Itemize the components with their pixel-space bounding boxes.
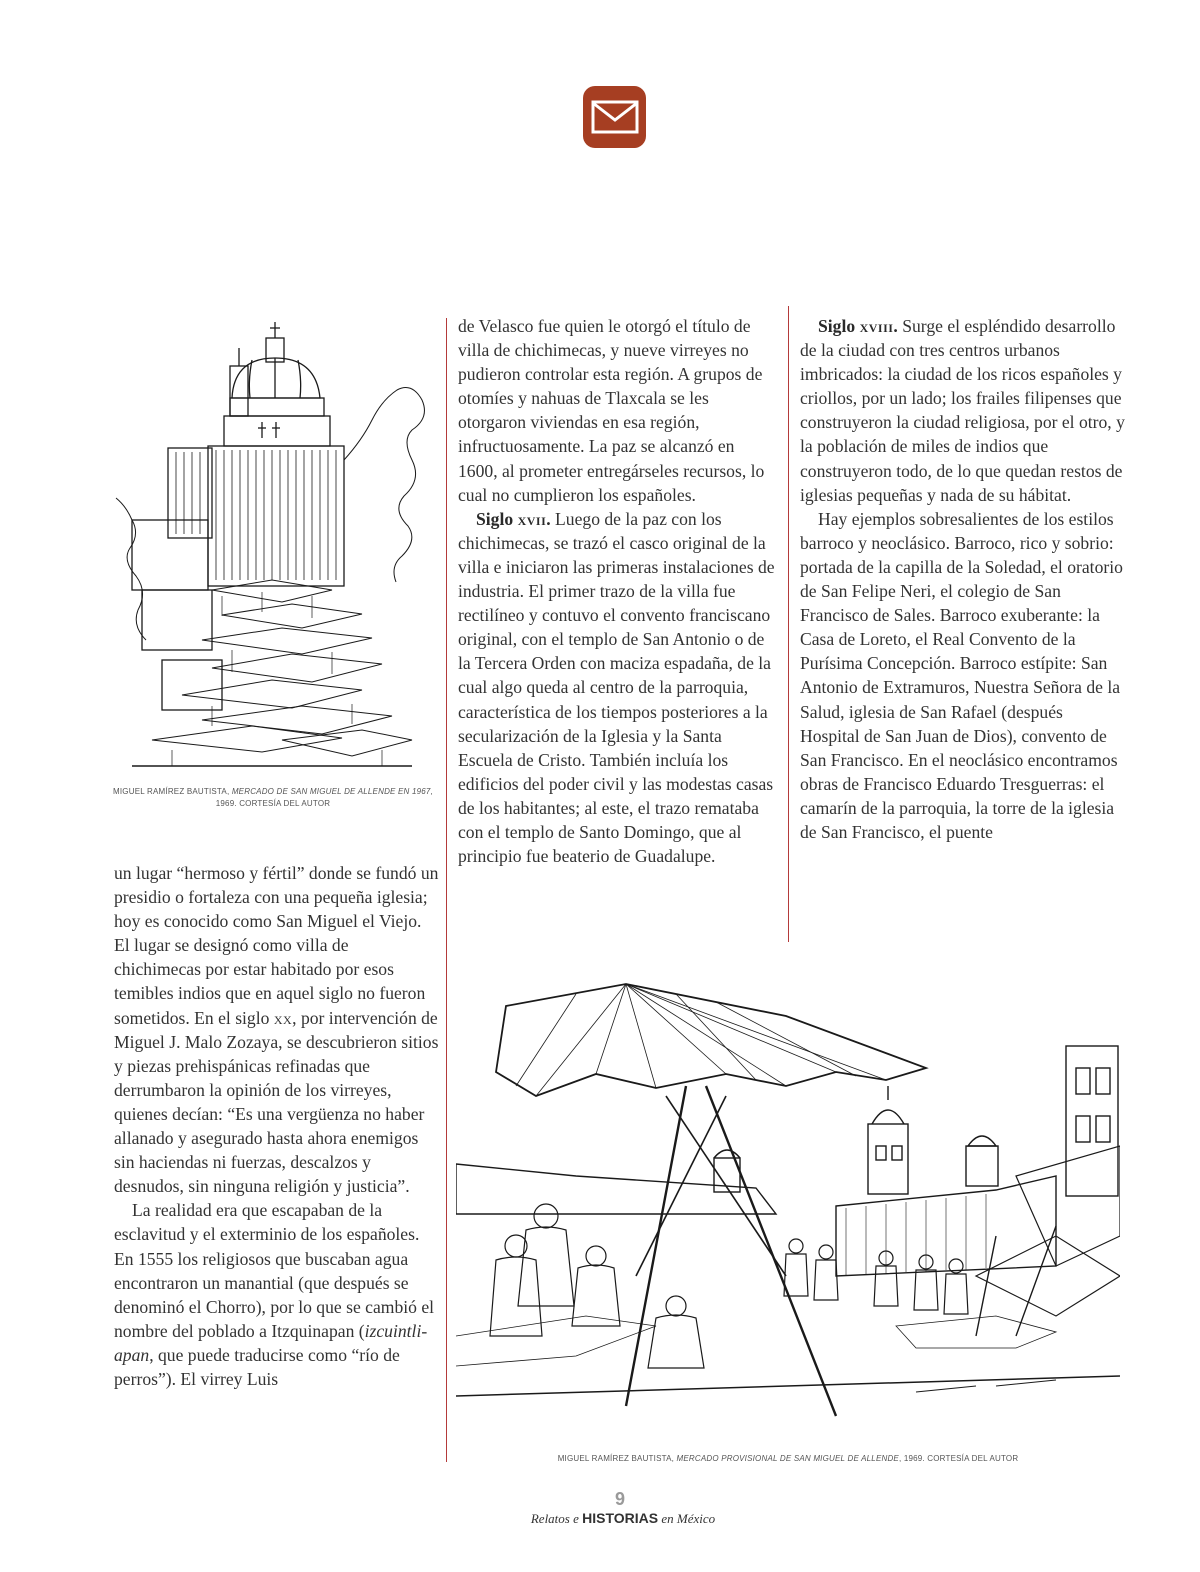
text-run: HISTORIAS — [582, 1510, 659, 1526]
text-column-2 — [458, 314, 778, 868]
paragraph — [800, 314, 1125, 507]
page-number: 9 — [614, 1489, 625, 1509]
text-column-3 — [800, 314, 1125, 844]
paragraph — [114, 861, 439, 1198]
text-run: xx — [273, 1007, 293, 1028]
provisional-market-illustration — [456, 976, 1120, 1426]
column-rule — [446, 318, 447, 1462]
email-button[interactable] — [583, 86, 646, 148]
text-run: , que puede traducirse como “río de perros”). El virrey Luis — [114, 1344, 400, 1389]
text-run: en México — [658, 1511, 716, 1526]
figure1-caption — [112, 786, 434, 810]
paragraph: de Velasco fue quien le otorgó el título de villa de chichimecas, y nueve virreyes no pudieron controlar esta región. A grupos de otomíes y nahuas de Tlaxcala se les otorgaron viviendas en esa región, infructuosamente. La paz se alcanzó en 1600, al prometer entregárseles recursos, lo cual no cumplieron los españoles. — [458, 316, 765, 505]
text-run: , por intervención de Miguel J. Malo Zozaya, se descubrieron sitios y piezas prehispánicas refinadas que derrumbaron la opinión de los virreyes, quienes decían: “Es una vergüenza no haber allanado y asegurado hasta ahora enemigos sin haciendas ni fuerzas, descalzos y desnudos, sin ninguna religión y justicia”. — [114, 1007, 439, 1197]
text-run: . — [546, 508, 551, 529]
text-run: Relatos e — [530, 1511, 583, 1526]
text-run: Surge el espléndido desarrollo de la ciudad con tres centros urbanos imbricados: la ciudad de los ricos españoles y criollos, por un lado; los frailes filipenses que construyeron la ciudad religiosa, por el otro, y la población de miles de indios que construyeron todo, de lo que quedan restos de iglesias pequeñas y nada de su hábitat. — [800, 316, 1125, 505]
caption-title: MERCADO PROVISIONAL DE SAN MIGUEL DE ALLENDE — [676, 1454, 899, 1463]
paragraph — [458, 507, 778, 868]
figure2-caption — [456, 1453, 1120, 1465]
caption-rest: , 1969. CORTESÍA DEL AUTOR — [215, 787, 433, 808]
envelope-icon — [591, 100, 639, 134]
text-run: Siglo — [818, 316, 860, 336]
caption-title: MERCADO DE SAN MIGUEL DE ALLENDE EN 1967 — [231, 787, 431, 796]
text-column-1 — [114, 861, 439, 1391]
text-run: izcuintli-apan — [114, 1320, 428, 1365]
section-heading — [818, 316, 898, 336]
section-heading — [476, 509, 551, 529]
caption-rest: , 1969. CORTESÍA DEL AUTOR — [898, 1454, 1019, 1463]
text-run: Luego de la paz con los chichimecas, se trazó el casco original de la villa e iniciaron las primeras instalaciones de industria. El primer trazo de la villa fue rectilíneo y contuvo el convento franciscano original, con el templo de San Antonio o de la Tercera Orden con maciza espadaña, de la cual algo queda al centro de la parroquia, característica de los tiempos posteriores a la secularización de la Iglesia y la Santa Escuela de Cristo. También incluía los edificios del poder civil y las modestas casas de los habitantes; al este, el trazo remataba con el templo de Santo Domingo, que al principio fue beaterio de Guadalupe. — [458, 508, 775, 867]
market-1967-illustration — [112, 320, 442, 770]
text-run: . — [893, 316, 898, 336]
text-run: xvii — [517, 508, 547, 529]
paragraph — [114, 1198, 439, 1391]
caption-author: MIGUEL RAMÍREZ BAUTISTA, — [557, 1454, 677, 1463]
text-run: un lugar “hermoso y fértil” donde se fundó un presidio o fortaleza con una pequeña iglesia; hoy es conocido como San Miguel el Viejo. El lugar se designó como villa de chichimecas por estar habitado por esos temibles indios que en aquel siglo no fueron sometidos. En el siglo — [114, 863, 439, 1028]
paragraph: Hay ejemplos sobresalientes de los estilos barroco y neoclásico. Barroco, rico y sobrio: portada de la capilla de la Soledad, el oratorio de San Felipe Neri, el colegio de San Francisco de Sales. Barroco exuberante: la Casa de Loreto, el Real Convento de la Purísima Concepción. Barroco estípite: San Antonio de Extramuros, Nuestra Señora de la Salud, iglesia de San Rafael (después Hospital de San Juan de Dios), convento de San Francisco. En el neoclásico encontramos obras de Francisco Eduardo Tresguerras: el camarín de la parroquia, la torre de la iglesia de San Francisco, el puente — [800, 508, 1123, 842]
caption-author: MIGUEL RAMÍREZ BAUTISTA, — [113, 787, 232, 796]
column-rule — [788, 306, 789, 942]
text-run: Siglo — [476, 508, 518, 529]
magazine-title — [0, 1510, 1200, 1527]
text-run: La realidad era que escapaban de la esclavitud y el exterminio de los españoles. En 1555 los religiosos que buscaban agua encontraron un manantial (que después se denominó el Chorro), por lo que se cambió el nombre del poblado a Itzquinapan ( — [114, 1200, 435, 1341]
text-run: xviii — [859, 316, 894, 336]
